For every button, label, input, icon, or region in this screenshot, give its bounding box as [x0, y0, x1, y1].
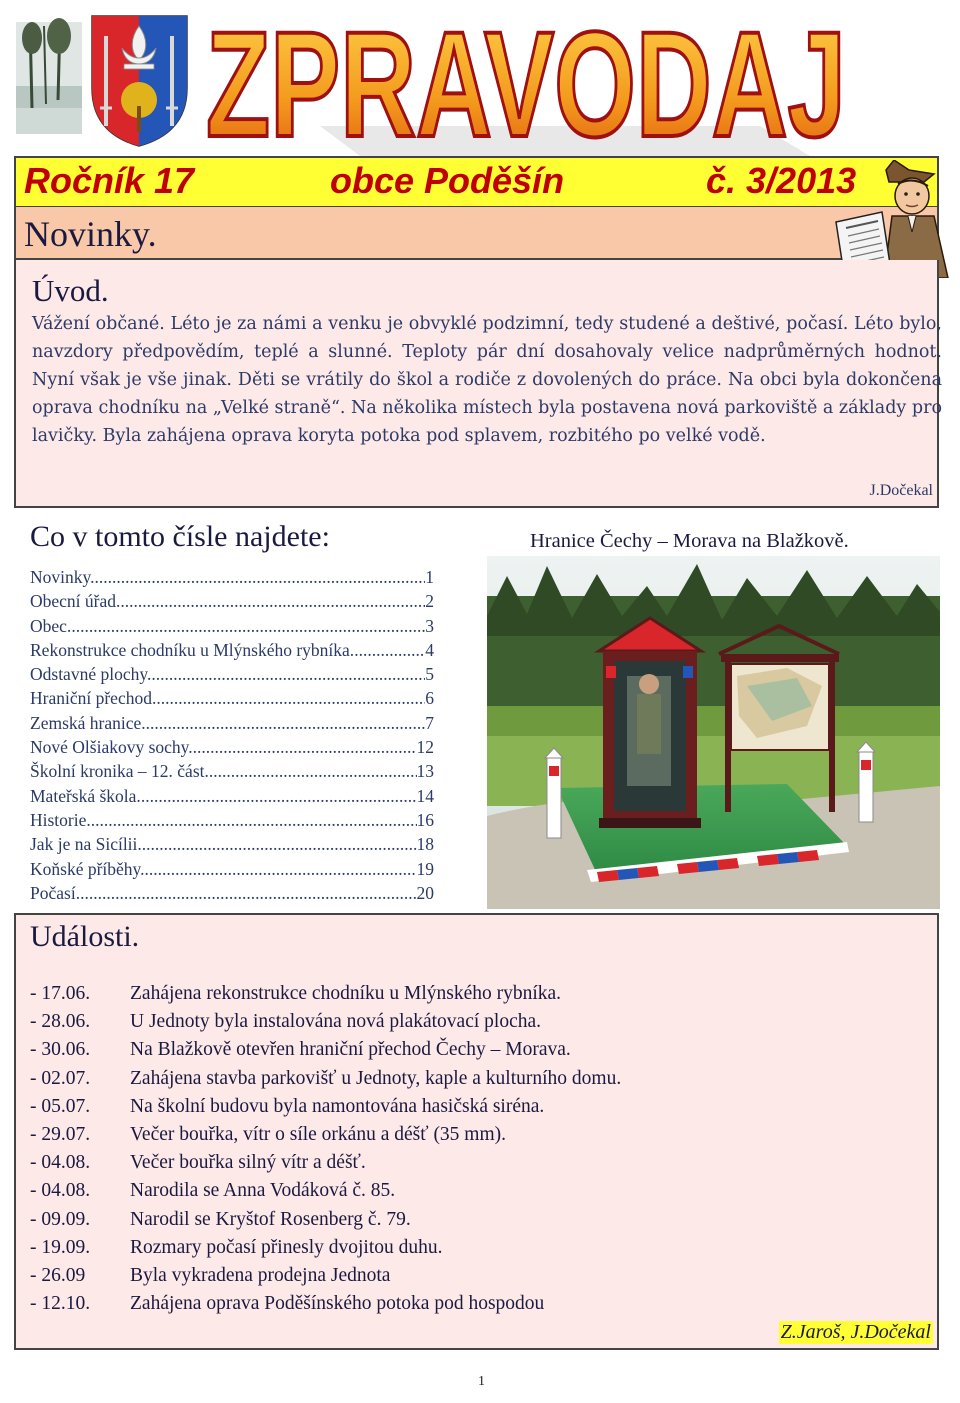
- toc-item[interactable]: [30, 785, 434, 809]
- event-text: Zahájena rekonstrukce chodníku u Mlýnského rybníka.: [130, 983, 562, 1004]
- toc-leader: [151, 663, 425, 687]
- toc-item-page: 4: [425, 639, 434, 660]
- event-text: Na školní budovu byla namontována hasičská siréna.: [130, 1095, 545, 1117]
- toc-item-title: Školní kronika – 12. část.: [30, 761, 209, 782]
- toc-item[interactable]: [30, 639, 434, 663]
- pond-photo: [16, 18, 82, 134]
- masthead-title: [200, 6, 860, 156]
- toc-item-page: 7: [425, 712, 434, 733]
- toc-item-page: 2: [425, 591, 434, 612]
- event-row: [30, 1096, 621, 1124]
- intro-box: [14, 260, 942, 508]
- toc-item-title: Rekonstrukce chodníku u Mlýnského rybníka.: [30, 639, 355, 660]
- toc-item[interactable]: [30, 663, 434, 687]
- toc-leader: [95, 566, 426, 590]
- event-text: Rozmary počasí přinesly dvojitou duhu.: [130, 1236, 443, 1258]
- event-row: [30, 1209, 621, 1237]
- toc-item[interactable]: [30, 760, 434, 784]
- event-text: Zahájena stavba parkovišť u Jednoty, kaple a kulturního domu.: [130, 1067, 622, 1089]
- event-date: - 28.06.: [30, 1011, 91, 1033]
- toc-item[interactable]: [30, 566, 434, 590]
- toc-item[interactable]: [30, 736, 434, 760]
- toc-item-page: 13: [416, 761, 434, 782]
- border-crossing-photo: [487, 556, 940, 909]
- event-date: - 02.07.: [30, 1067, 91, 1089]
- photo-caption: Hranice Čechy – Morava na Blažkově.: [530, 530, 849, 552]
- flag-icon: [683, 666, 693, 678]
- toc-leader: [80, 882, 416, 906]
- toc-item-page: 16: [416, 809, 434, 830]
- toc-item-page: 5: [425, 664, 434, 685]
- volume-bar: [14, 156, 939, 208]
- toc-item-title: Počasí.: [30, 882, 81, 903]
- intro-paragraph: Vážení občané. Léto je za námi a venku je obvyklé podzimní, tedy studené a deštivé, počasí. Léto bylo, navzdory předpovědím, teplé a slunné. Teploty pár dní dosahovaly velice nadprůměrných hodnot. Nyní však je vše jinak. Děti se vrátily do škol a rodiče z dovolených do práce. Na obci byla dokončena oprava chodníku na „Velké straně“. Na několika místech byla postavena nová parkoviště a základy pro lavičky. Byla zahájena oprava koryta potoka pod splavem, rozbitého po velké vodě.: [32, 314, 942, 446]
- toc-leader: [145, 858, 417, 882]
- toc-item-title: Zemská hranice.: [30, 712, 146, 733]
- event-date: - 26.09: [30, 1264, 86, 1286]
- toc-leader: [354, 639, 425, 663]
- event-text: U Jednoty byla instalována nová plakátovací plocha.: [130, 1011, 542, 1033]
- toc-leader: [91, 809, 417, 833]
- toc-item-title: Novinky.: [30, 567, 95, 587]
- toc-item-page: 19: [416, 858, 434, 879]
- table-of-contents: [30, 566, 434, 906]
- event-row: [30, 1265, 621, 1293]
- toc-item[interactable]: [30, 882, 434, 906]
- event-text: Narodil se Kryštof Rosenberg č. 79.: [130, 1208, 411, 1230]
- toc-item-page: 3: [425, 615, 434, 636]
- event-date: - 17.06.: [30, 983, 91, 1004]
- page-number: 1: [478, 1374, 485, 1389]
- toc-leader: [193, 736, 417, 760]
- toc-item[interactable]: [30, 590, 434, 614]
- village-label: obce Poděšín: [330, 160, 565, 201]
- toc-item-title: Nové Olšiakovy sochy.: [30, 737, 193, 758]
- event-date: - 09.09.: [30, 1208, 91, 1230]
- masthead-text: ZPRAVODAJ: [206, 6, 846, 156]
- events-list: [30, 983, 621, 1321]
- event-text: Večer bouřka silný vítr a déšť.: [130, 1152, 366, 1174]
- event-text: Na Blažkově otevřen hraniční přechod Čechy – Morava.: [130, 1039, 571, 1061]
- events-author: Z.Jaroš, J.Dočekal: [780, 1321, 931, 1343]
- village-crest-logo: [12, 8, 197, 148]
- event-row: [30, 1068, 621, 1096]
- toc-item[interactable]: [30, 712, 434, 736]
- event-date: - 30.06.: [30, 1039, 91, 1061]
- toc-item-title: Hraniční přechod.: [30, 688, 157, 709]
- toc-item-title: Koňské příběhy.: [30, 858, 145, 879]
- toc-heading: Co v tomto čísle najdete:: [30, 520, 330, 553]
- toc-item-page: 18: [416, 834, 434, 855]
- event-row: [30, 1237, 621, 1265]
- event-date: - 05.07.: [30, 1095, 91, 1117]
- toc-item-title: Odstavné plochy.: [30, 664, 152, 685]
- toc-item-title: Obec.: [30, 615, 72, 636]
- volume-label: Ročník 17: [24, 160, 195, 201]
- toc-leader: [146, 712, 426, 736]
- toc-item-page: 14: [416, 785, 434, 806]
- intro-heading: Úvod.: [32, 273, 109, 308]
- toc-leader: [71, 615, 425, 639]
- toc-item[interactable]: [30, 809, 434, 833]
- events-heading: Události.: [30, 920, 140, 953]
- event-text: Zahájena oprava Poděšínského potoka pod hospodou: [130, 1293, 545, 1315]
- toc-item[interactable]: [30, 615, 434, 639]
- toc-item[interactable]: [30, 858, 434, 882]
- event-date: - 04.08.: [30, 1152, 91, 1174]
- event-row: [30, 983, 621, 1011]
- event-row: [30, 1124, 621, 1152]
- event-date: - 19.09.: [30, 1236, 91, 1258]
- toc-item-title: Historie.: [30, 809, 91, 830]
- toc-item[interactable]: [30, 687, 434, 711]
- event-row: [30, 1293, 621, 1321]
- event-text: Narodila se Anna Vodáková č. 85.: [130, 1180, 396, 1202]
- news-section-bar: [14, 207, 939, 260]
- event-date: - 04.08.: [30, 1180, 91, 1202]
- toc-item-page: 6: [425, 688, 434, 709]
- section-title: Novinky.: [24, 214, 157, 254]
- coat-of-arms: [92, 16, 187, 146]
- event-date: - 29.07.: [30, 1123, 91, 1145]
- toc-leader: [116, 590, 425, 614]
- toc-leader: [156, 687, 425, 711]
- event-row: [30, 1180, 621, 1208]
- toc-item-title: Mateřská škola.: [30, 785, 141, 806]
- intro-author: J.Dočekal: [869, 482, 933, 499]
- toc-item-page: 12: [416, 737, 434, 758]
- event-row: [30, 1152, 621, 1180]
- toc-item-title: Obecní úřad: [30, 591, 117, 612]
- toc-item-title: Jak je na Sicílii: [30, 834, 138, 855]
- event-text: Byla vykradena prodejna Jednota: [130, 1264, 391, 1286]
- event-row: [30, 1011, 621, 1039]
- toc-leader: [137, 833, 416, 857]
- toc-item[interactable]: [30, 833, 434, 857]
- flag-icon: [606, 666, 616, 678]
- toc-leader: [141, 785, 417, 809]
- sentry-box: [599, 618, 701, 828]
- event-text: Večer bouřka, vítr o síle orkánu a déšť (35 mm).: [130, 1123, 507, 1145]
- toc-leader: [209, 760, 417, 784]
- event-row: [30, 1039, 621, 1067]
- toc-item-page: 20: [416, 882, 434, 903]
- events-box: [14, 913, 939, 1350]
- issue-label: č. 3/2013: [706, 160, 857, 201]
- toc-item-page: 1: [425, 567, 434, 587]
- event-date: - 12.10.: [30, 1293, 91, 1315]
